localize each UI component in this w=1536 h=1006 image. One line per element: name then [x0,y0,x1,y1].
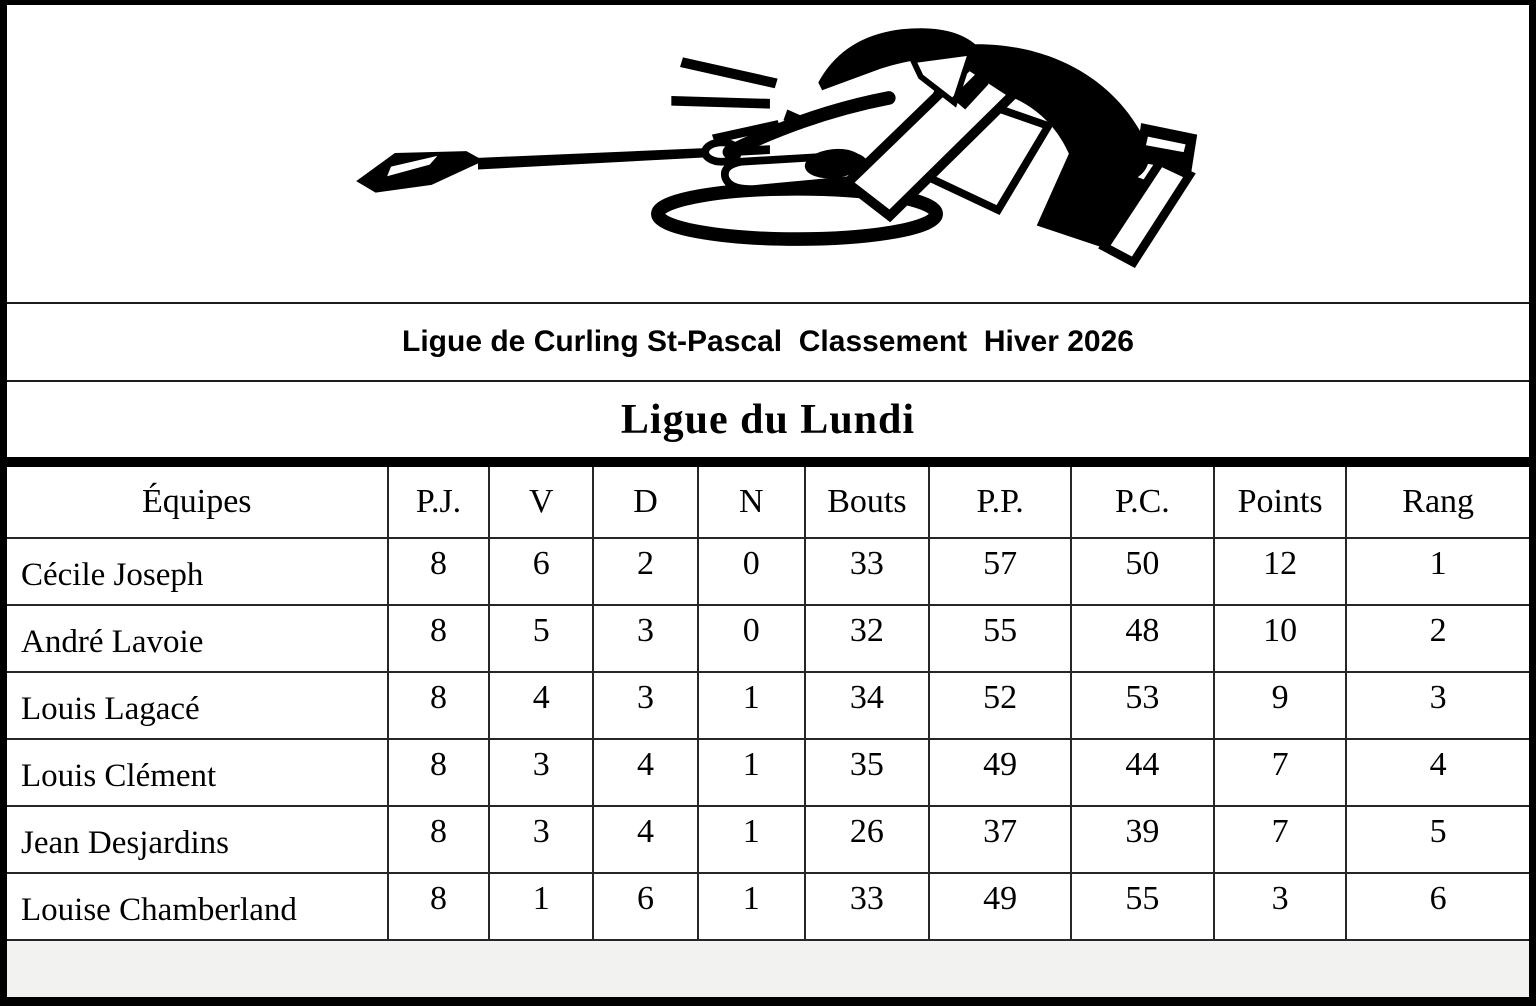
header-cell-points: Points [1214,467,1346,538]
header-cell-pp: P.P. [929,467,1071,538]
header-cell-rang: Rang [1346,467,1529,538]
team-name-cell: Cécile Joseph [7,538,388,605]
pp-cell: 49 [929,739,1071,806]
v-cell: 6 [489,538,592,605]
standings-table [7,467,1529,941]
bouts-cell: 26 [805,806,930,873]
table-row [7,538,1529,605]
pc-cell: 55 [1071,873,1214,940]
header-cell-bouts: Bouts [805,467,930,538]
pj-cell: 8 [388,672,490,739]
illustration-area [7,5,1529,304]
table-row [7,672,1529,739]
division-title: Ligue du Lundi [620,396,916,443]
v-cell: 4 [489,672,592,739]
pp-cell: 57 [929,538,1071,605]
v-cell: 5 [489,605,592,672]
rang-cell: 2 [1346,605,1529,672]
n-cell: 0 [698,538,805,605]
pj-cell: 8 [388,538,490,605]
n-cell: 0 [698,605,805,672]
pj-cell: 8 [388,806,490,873]
v-cell: 3 [489,806,592,873]
d-cell: 3 [593,605,698,672]
team-name-cell: Jean Desjardins [7,806,388,873]
rang-cell: 1 [1346,538,1529,605]
points-cell: 9 [1214,672,1346,739]
n-cell: 1 [698,739,805,806]
table-top-border [7,457,1529,467]
n-cell: 1 [698,873,805,940]
points-cell: 12 [1214,538,1346,605]
pp-cell: 52 [929,672,1071,739]
pc-cell: 48 [1071,605,1214,672]
header-cell-v: V [489,467,592,538]
team-name-cell: Louis Lagacé [7,672,388,739]
bouts-cell: 33 [805,873,930,940]
bouts-cell: 34 [805,672,930,739]
header-cell-pj: P.J. [388,467,490,538]
rang-cell: 3 [1346,672,1529,739]
header-cell-pc: P.C. [1071,467,1214,538]
pp-cell: 49 [929,873,1071,940]
pc-cell: 39 [1071,806,1214,873]
pj-cell: 8 [388,739,490,806]
header-cell-n: N [698,467,805,538]
table-row [7,605,1529,672]
points-cell: 10 [1214,605,1346,672]
team-name-cell: Louis Clément [7,739,388,806]
d-cell: 6 [593,873,698,940]
team-name-cell: Louise Chamberland [7,873,388,940]
pc-cell: 53 [1071,672,1214,739]
header-cell-equipes: Équipes [7,467,388,538]
header-row [7,467,1529,538]
bouts-cell: 35 [805,739,930,806]
pj-cell: 8 [388,605,490,672]
pp-cell: 55 [929,605,1071,672]
table-row [7,806,1529,873]
header-cell-d: D [593,467,698,538]
curler-illustration [328,9,1208,299]
bouts-cell: 32 [805,605,930,672]
d-cell: 2 [593,538,698,605]
n-cell: 1 [698,806,805,873]
table-row [7,739,1529,806]
league-title: Ligue de Curling St-Pascal Classement Hiver 2026 [7,304,1529,382]
table-row [7,873,1529,940]
pj-cell: 8 [388,873,490,940]
pc-cell: 50 [1071,538,1214,605]
d-cell: 3 [593,672,698,739]
points-cell: 7 [1214,806,1346,873]
footer-band [7,941,1529,997]
rang-cell: 5 [1346,806,1529,873]
n-cell: 1 [698,672,805,739]
v-cell: 1 [489,873,592,940]
d-cell: 4 [593,739,698,806]
points-cell: 7 [1214,739,1346,806]
rang-cell: 4 [1346,739,1529,806]
bouts-cell: 33 [805,538,930,605]
points-cell: 3 [1214,873,1346,940]
pp-cell: 37 [929,806,1071,873]
team-name-cell: André Lavoie [7,605,388,672]
rang-cell: 6 [1346,873,1529,940]
v-cell: 3 [489,739,592,806]
d-cell: 4 [593,806,698,873]
pc-cell: 44 [1071,739,1214,806]
